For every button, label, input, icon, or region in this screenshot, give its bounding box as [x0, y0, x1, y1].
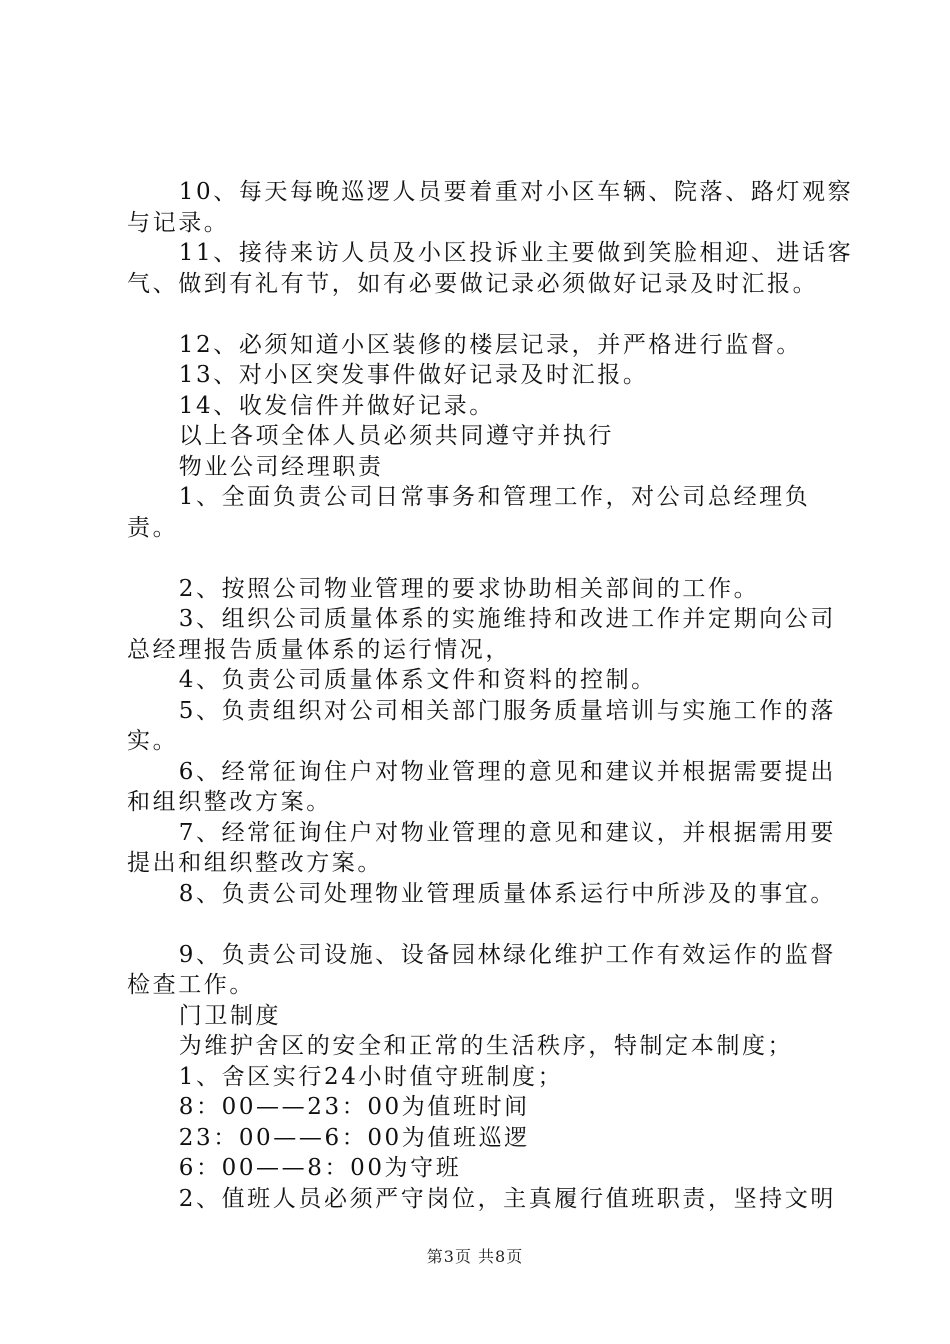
manager-duty-7: 7、经常征询住户对物业管理的意见和建议，并根据需用要提出和组织整改方案。: [127, 819, 836, 876]
gate-rules-intro: 为维护舍区的安全和正常的生活秩序，特制定本制度；: [178, 1033, 794, 1059]
section-heading-manager-duties: 物业公司经理职责: [178, 453, 384, 480]
manager-duty-1: 1、全面负责公司日常事务和管理工作，对公司总经理负责。: [127, 484, 811, 541]
paragraph-13: 13、对小区突发事件做好记录及时汇报。: [178, 362, 649, 388]
paragraph-10: 10、每天每晚巡逻人员要着重对小区车辆、院落、路灯观察与记录。: [127, 179, 854, 236]
section-heading-gate-rules: 门卫制度: [178, 1002, 282, 1029]
paragraph-11: 11、接待来访人员及小区投诉业主要做到笑脸相迎、进话客气、做到有礼有节，如有必要做记录必须做好记录及时汇报。: [127, 240, 854, 297]
gate-rule-2: 2、值班人员必须严守岗位，主真履行值班职责，坚持文明: [178, 1185, 836, 1212]
gate-rule-1: 1、舍区实行24小时值守班制度；: [178, 1063, 564, 1090]
manager-duty-8: 8、负责公司处理物业管理质量体系运行中所涉及的事宜。: [178, 880, 836, 907]
page-number-footer: 第3页 共8页: [426, 1247, 524, 1266]
paragraph-14: 14、收发信件并做好记录。: [178, 392, 495, 419]
shift-time-patrol: 23：00——6：00为值班巡逻: [178, 1124, 530, 1151]
document-body: [127, 177, 857, 1214]
manager-duty-4: 4、负责公司质量体系文件和资料的控制。: [178, 667, 657, 693]
manager-duty-2: 2、按照公司物业管理的要求协助相关部间的工作。: [178, 575, 760, 602]
manager-duty-9: 9、负责公司设施、设备园林绿化维护工作有效运作的监督检查工作。: [127, 941, 836, 998]
paragraph-12: 12、必须知道小区装修的楼层记录，并严格进行监督。: [178, 331, 803, 358]
manager-duty-5: 5、负责组织对公司相关部门服务质量培训与实施工作的落实。: [127, 697, 836, 754]
closing-statement: 以上各项全体人员必须共同遵守并执行: [178, 423, 614, 449]
shift-time-duty: 8：00——23：00为值班时间: [178, 1094, 530, 1120]
manager-duty-6: 6、经常征询住户对物业管理的意见和建议并根据需要提出和组织整改方案。: [127, 758, 836, 815]
manager-duty-3: 3、组织公司质量体系的实施维持和改进工作并定期向公司总经理报告质量体系的运行情况，: [127, 606, 836, 663]
shift-time-guard: 6：00——8：00为守班: [178, 1155, 462, 1181]
